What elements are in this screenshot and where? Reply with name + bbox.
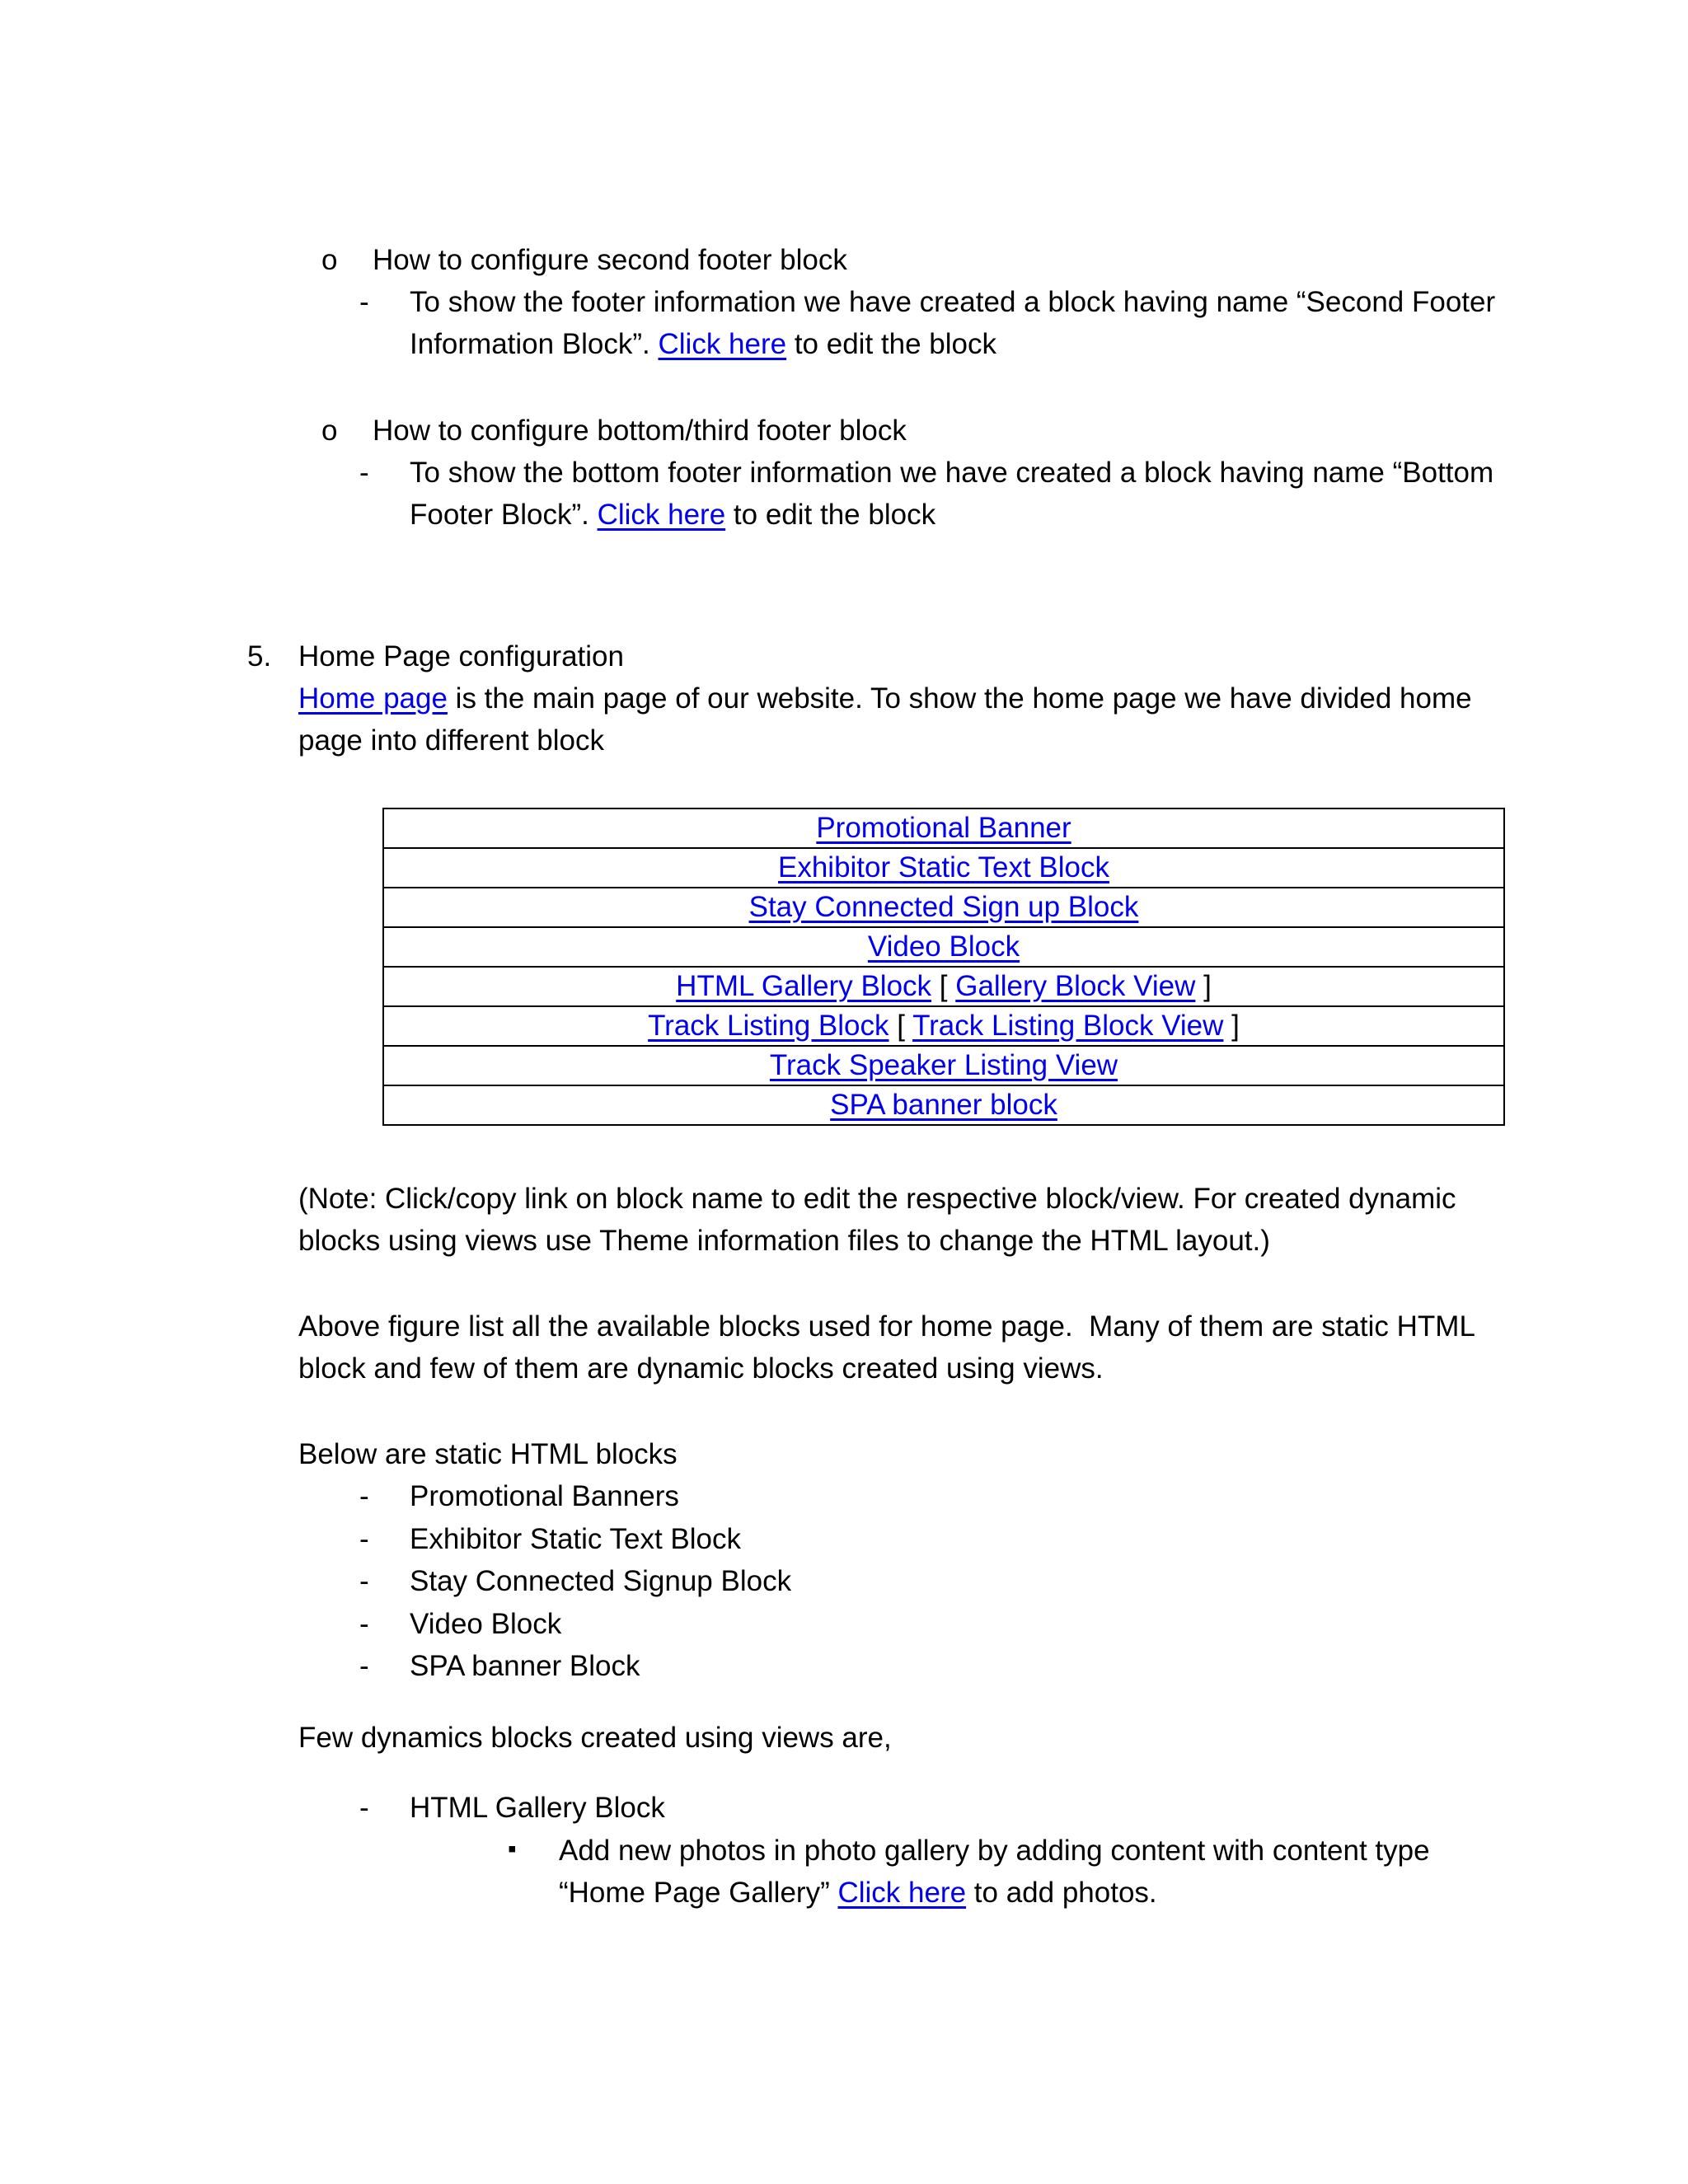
table-cell [383,1085,1504,1125]
text-fragment: Information Block”. [410,328,659,360]
note-text-line2: blocks using views use Theme information files to change the HTML layout.) [298,1225,1270,1257]
bracket-close: ] [1195,970,1212,1002]
footer-item-text: To show the bottom footer information we have created a block having name “Bottom [410,457,1494,489]
track-speaker-listing-view-link[interactable]: Track Speaker Listing View [769,1049,1118,1081]
bracket-open: [ [889,1010,913,1042]
spa-banner-block-link[interactable]: SPA banner block [830,1089,1057,1121]
text-fragment: “Home Page Gallery” [559,1877,838,1909]
dash-bullet: - [359,286,369,318]
above-figure-text: Above figure list all the available blocks used for home page. Many of them are static HTML [298,1310,1475,1343]
section-intro-line2: page into different block [298,724,605,757]
table-cell [383,967,1504,1006]
table-cell [383,927,1504,967]
dash-bullet: - [359,1650,369,1682]
click-here-link[interactable]: Click here [597,499,726,531]
text-fragment: Footer Block”. [410,499,598,531]
text-fragment: to edit the block [725,499,936,531]
dash-bullet: - [359,1480,369,1512]
dash-bullet: - [359,1565,369,1597]
click-here-link[interactable]: Click here [837,1877,967,1909]
footer-item-text: To show the footer information we have created a block having name “Second Footer [410,286,1496,318]
static-blocks-heading: Below are static HTML blocks [298,1438,678,1470]
list-item: SPA banner Block [410,1650,640,1682]
dash-bullet: - [359,457,369,489]
html-gallery-block-link[interactable]: HTML Gallery Block [676,970,932,1002]
table-row [383,808,1504,848]
list-item: HTML Gallery Block [410,1792,665,1824]
square-bullet: ▪ [508,1835,517,1863]
dash-bullet: - [359,1792,369,1824]
table-row [383,967,1504,1006]
table-row [383,927,1504,967]
above-figure-text-line2: block and few of them are dynamic blocks created using views. [298,1352,1104,1385]
track-listing-block-link[interactable]: Track Listing Block [648,1010,889,1042]
list-item: Stay Connected Signup Block [410,1565,792,1597]
sub-item-text: Add new photos in photo gallery by adding content with content type [559,1835,1430,1867]
list-bullet: o [321,244,338,276]
table-row [383,1006,1504,1046]
section-title: Home Page configuration [298,640,624,673]
bracket-close: ] [1223,1010,1240,1042]
list-item: Promotional Banners [410,1480,679,1512]
table-cell [383,1006,1504,1046]
footer-item-text-line2 [410,323,996,366]
track-listing-block-view-link[interactable]: Track Listing Block View [912,1010,1224,1042]
table-row [383,1085,1504,1125]
footer-item-heading: How to configure second footer block [373,244,847,276]
promotional-banner-link[interactable]: Promotional Banner [816,812,1071,844]
footer-item-text-line2 [410,494,935,537]
list-item: Exhibitor Static Text Block [410,1523,742,1555]
video-block-link[interactable]: Video Block [867,930,1020,963]
text-fragment: to edit the block [786,328,996,360]
footer-item-heading: How to configure bottom/third footer block [373,415,907,447]
table-row [383,848,1504,888]
table-cell [383,808,1504,848]
sub-item-text-line2 [559,1872,1157,1915]
home-page-link[interactable]: Home page [298,682,448,715]
section-number: 5. [247,640,272,673]
gallery-block-view-link[interactable]: Gallery Block View [955,970,1196,1002]
blocks-table [382,808,1505,1126]
text-fragment: to add photos. [966,1877,1157,1909]
table-cell [383,848,1504,888]
click-here-link[interactable]: Click here [658,328,787,360]
bracket-open: [ [931,970,956,1002]
list-item: Video Block [410,1608,562,1640]
list-bullet: o [321,415,338,447]
table-row [383,888,1504,927]
table-cell [383,1046,1504,1085]
dynamic-blocks-heading: Few dynamics blocks created using views are, [298,1722,892,1754]
dash-bullet: - [359,1608,369,1640]
note-text: (Note: Click/copy link on block name to edit the respective block/view. For created dynamic [298,1183,1456,1215]
table-row [383,1046,1504,1085]
exhibitor-static-text-block-link[interactable]: Exhibitor Static Text Block [777,851,1110,883]
table-cell [383,888,1504,927]
section-intro [298,677,1472,720]
text-fragment: is the main page of our website. To show the home page we have divided home [447,682,1472,715]
stay-connected-sign-up-block-link[interactable]: Stay Connected Sign up Block [748,891,1139,923]
dash-bullet: - [359,1523,369,1555]
